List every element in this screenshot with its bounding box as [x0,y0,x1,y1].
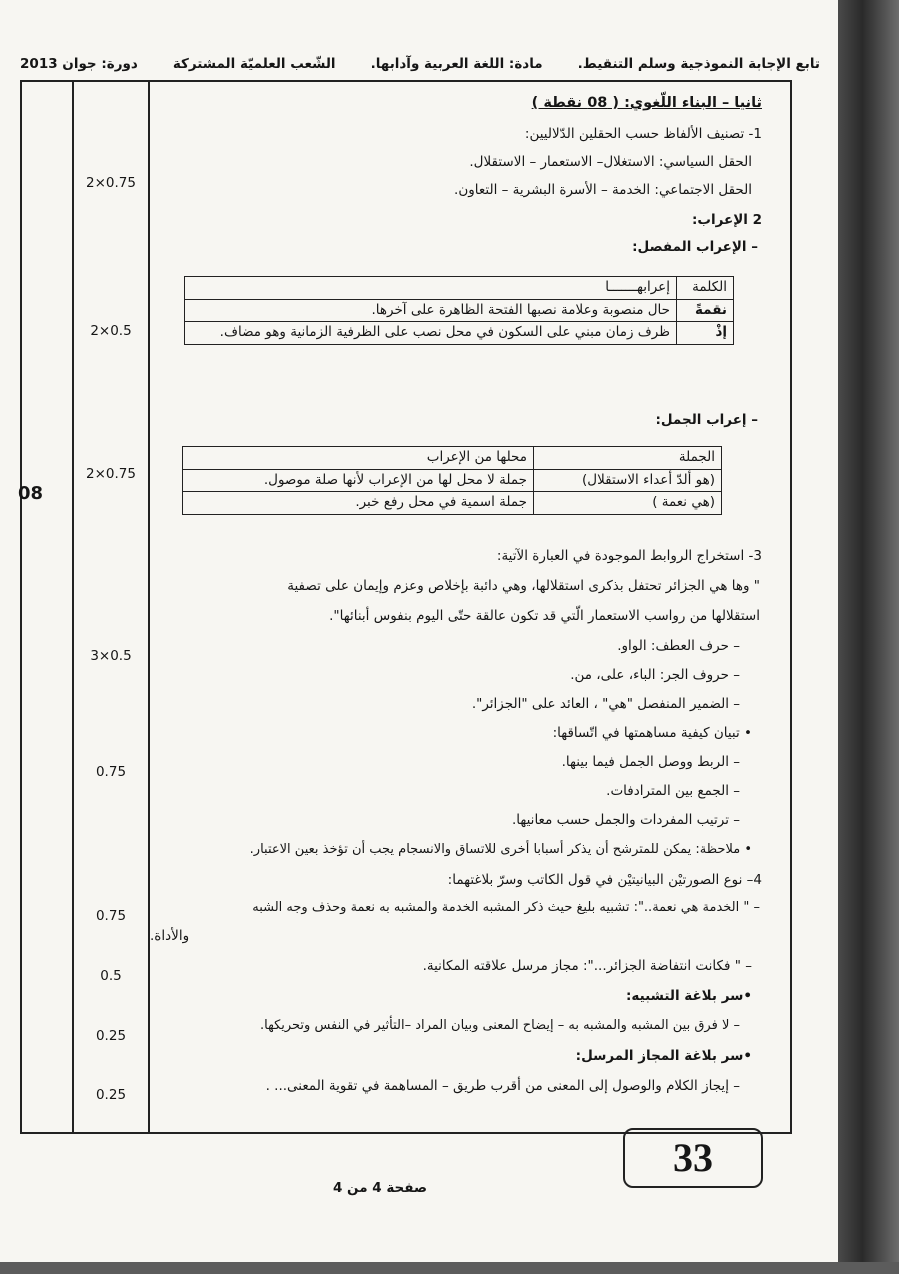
mark-q1: 2×0.75 [86,175,136,191]
page-bottom-shadow [0,1262,899,1274]
q4-image2-line: – " فكانت انتفاضة الجزائر...": مجاز مرسل علاقته المكانية. [422,958,752,974]
q3-contrib-item: – ترتيب المفردات والجمل حسب معانيها. [511,812,740,828]
mark-q3-contrib: 0.75 [95,764,127,780]
q3-link-item: – حروف الجر: الباء، على، من. [570,667,740,683]
header-title: تابع الإجابة النموذجية وسلم التنقيط. [577,56,820,72]
table-cell-parsing: حال منصوبة وعلامة نصبها الفتحة الظاهرة على آخرها. [185,299,677,322]
q3-link-item: – الضمير المنفصل "هي" ، العائد على "الجزائر". [471,696,740,712]
table-cell-parsing: ظرف زمان مبني على السكون في محل نصب على الظرفية الزمانية وهو مضاف. [185,322,677,345]
table-row [183,469,722,492]
q1-heading: 1- تصنيف الألفاظ حسب الحقلين الدّلاليين: [524,126,762,142]
page-edge-shadow [838,0,899,1274]
table-header-cell: الكلمة [677,277,734,300]
table-row [185,322,734,345]
header-subject: مادة: اللغة العربية وآدابها. [370,56,543,72]
table-header-row [183,447,722,470]
table-header-row [185,277,734,300]
detailed-parsing-table [184,276,734,345]
total-score: 08 [18,483,44,504]
table-row [185,299,734,322]
q4-simile-heading: •سر بلاغة التشبيه: [626,988,752,1004]
q4-metonymy-line: – إيجاز الكلام والوصول إلى المعنى من أقرب طريق – المساهمة في تقوية المعنى... . [265,1078,740,1094]
q4-image1-line: والأداة. [150,928,190,944]
q4-image1-line: – " الخدمة هي نعمة..": تشبيه بليغ حيث ذكر المشبه الخدمة والمشبه به نعمة وحذف وجه الشبه [252,900,760,915]
sentence-parsing-table [182,446,722,515]
header-branch: الشّعب العلميّة المشتركة [172,56,336,72]
header-session: دورة: جوان 2013 [20,56,138,72]
q3-note: • ملاحظة: يمكن للمترشح أن يذكر أسبابا أخرى للاتساق والانسجام يجب أن تؤخذ بعين الاعتبار. [249,842,752,857]
q3-heading: 3- استخراج الروابط الموجودة في العبارة الآتية: [496,548,762,564]
table-cell-sentence: (هو ألدّ أعداء الاستقلال) [534,469,722,492]
table-header-cell: إعرابهـــــــا [185,277,677,300]
q3-contrib-heading: • تبيان كيفية مساهمتها في اتّساقها: [552,725,752,741]
q3-contrib-item: – الجمع بين المترادفات. [606,783,740,799]
page-score-box: 33 [623,1128,763,1188]
q3-contrib-item: – الربط ووصل الجمل فيما بينها. [561,754,740,770]
mark-q4-image1: 0.75 [95,908,127,924]
q3-quote-line: استقلالها من رواسب الاستعمار الّتي قد تكون عالقة حتّى اليوم بنفوس أبنائها". [329,608,760,624]
q2-sub-detailed: – الإعراب المفصل: [632,239,758,255]
q3-link-item: – حرف العطف: الواو. [617,638,740,654]
mark-q4-simile: 0.25 [95,1028,127,1044]
mark-q2-sentences: 2×0.75 [86,466,136,482]
table-cell-word: نقمةً [677,299,734,322]
table-header-cell: الجملة [534,447,722,470]
table-header-cell: محلها من الإعراب [183,447,534,470]
page-header [20,50,820,78]
q2-heading: 2 الإعراب: [692,212,762,228]
table-cell-role: جملة اسمية في محل رفع خبر. [183,492,534,515]
q2-sub-sentences: – إعراب الجمل: [655,412,758,428]
mark-q4-image2: 0.5 [100,968,122,984]
q1-item: الحقل السياسي: الاستغلال– الاستعمار – الاستقلال. [469,154,752,170]
table-row [183,492,722,515]
q4-heading: 4– نوع الصورتيْن البيانيتيْن في قول الكاتب وسرّ بلاغتهما: [447,872,762,888]
table-cell-role: جملة لا محل لها من الإعراب لأنها صلة موصول. [183,469,534,492]
mark-q3-links: 3×0.5 [90,648,132,664]
page-number: صفحة 4 من 4 [332,1180,428,1196]
mark-q2-detailed: 2×0.5 [90,323,132,339]
section-title: ثانيا – البناء اللّغوي: ( 08 نقطة ) [531,95,762,111]
q4-simile-line: – لا فرق بين المشبه والمشبه به – إيضاح المعنى وبيان المراد –التأثير في النفس وتحريكها. [259,1018,740,1033]
mark-q4-metonymy: 0.25 [95,1087,127,1103]
q1-item: الحقل الاجتماعي: الخدمة – الأسرة البشرية – التعاون. [454,182,752,198]
q4-metonymy-heading: •سر بلاغة المجاز المرسل: [575,1048,752,1064]
table-cell-sentence: (هي نعمة ) [534,492,722,515]
q3-quote-line: " وها هي الجزائر تحتفل بذكرى استقلالها، وهي دائبة بإخلاص وعزم وإيمان على تصفية [287,578,760,594]
table-cell-word: إذْ [677,322,734,345]
